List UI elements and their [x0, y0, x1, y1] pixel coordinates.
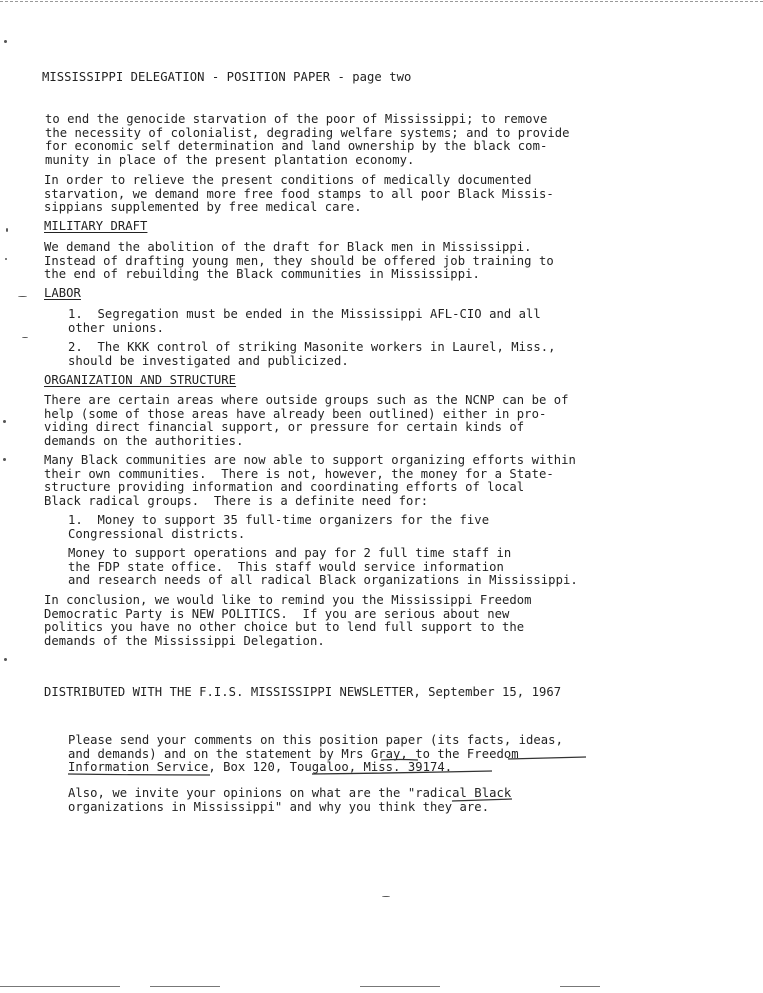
- scan-speck: [3, 420, 6, 423]
- text-line: In order to relieve the present conditions of medically documented: [44, 173, 532, 187]
- organization-heading: ORGANIZATION AND STRUCTURE: [44, 373, 237, 387]
- scan-speck: [3, 458, 6, 461]
- text-line: 1. Segregation must be ended in the Mississippi AFL-CIO and all: [68, 307, 541, 321]
- text-line: and demands) and on the statement by Mrs Gray, to the Freedom: [68, 746, 519, 761]
- text-line: In conclusion, we would like to remind you the Mississippi Freedom: [44, 593, 532, 607]
- text-line: Please send your comments on this position paper (its facts, ideas,: [68, 733, 563, 747]
- underline-tougaloo: [312, 771, 492, 774]
- edge-mark: [560, 986, 600, 987]
- text-line: starvation, we demand more free food stamps to all poor Black Missis-: [44, 186, 554, 201]
- edge-mark: [150, 986, 220, 987]
- bottom-edge-marks: [0, 986, 763, 990]
- text-line: Democratic Party is NEW POLITICS. If you are serious about new: [44, 606, 510, 621]
- text-line: Money to support operations and pay for 2 full time staff in: [68, 546, 512, 560]
- text-line: other unions.: [68, 320, 165, 335]
- text-line: viding direct financial support, or pressure for certain kinds of: [44, 420, 525, 434]
- scan-speck: [382, 896, 390, 897]
- text-line: Black radical groups. There is a definite need for:: [44, 493, 429, 508]
- text-line: Information Service, Box 120, Tougaloo, Miss. 39174.: [68, 760, 453, 774]
- text-line: sippians supplemented by free medical care.: [44, 200, 362, 214]
- edge-mark: [360, 986, 440, 987]
- labor-heading: LABOR: [44, 286, 81, 300]
- text-line: Instead of drafting young men, they should be offered job training to: [44, 253, 554, 268]
- underline-mrs-gray: [381, 760, 418, 761]
- text-line: There are certain areas where outside groups such as the NCNP can be of: [44, 393, 569, 407]
- scan-speck: [4, 658, 7, 661]
- scan-speck: [22, 337, 28, 338]
- text-line: the necessity of colonialist, degrading welfare systems; and to provide: [45, 125, 570, 140]
- text-line: to end the genocide starvation of the poor of Mississippi; to remove: [45, 112, 548, 126]
- underline-freedom: [508, 757, 586, 759]
- edge-mark: [0, 986, 120, 987]
- text-line: demands on the authorities.: [44, 433, 244, 448]
- text-line: 2. The KKK control of striking Masonite workers in Laurel, Miss.,: [68, 340, 556, 354]
- text-line: Congressional districts.: [68, 526, 246, 541]
- underline-information-service: [68, 774, 210, 775]
- text-line: structure providing information and coordinating efforts of local: [44, 480, 525, 494]
- scan-speck: [18, 296, 27, 297]
- text-line: organizations in Mississippi" and why you think they are.: [68, 799, 490, 814]
- text-line: demands of the Mississippi Delegation.: [44, 633, 325, 648]
- distribution-note: DISTRIBUTED WITH THE F.I.S. MISSISSIPPI NEWSLETTER, September 15, 1967: [44, 685, 562, 699]
- text-line: for economic self determination and land ownership by the black com-: [45, 139, 548, 153]
- military-draft-heading: MILITARY DRAFT: [44, 219, 148, 233]
- scan-speck: [4, 40, 7, 43]
- text-line: help (some of those areas have already been outlined) either in pro-: [44, 406, 547, 421]
- text-line: and research needs of all radical Black organizations in Mississippi.: [68, 573, 578, 587]
- text-line: munity in place of the present plantation economy.: [45, 152, 415, 167]
- text-line: their own communities. There is not, however, the money for a State-: [44, 466, 554, 481]
- text-line: should be investigated and publicized.: [68, 353, 349, 368]
- scan-speck: [5, 258, 7, 260]
- text-line: Also, we invite your opinions on what are the "radical Black: [68, 786, 512, 800]
- page-header: MISSISSIPPI DELEGATION - POSITION PAPER - page two: [42, 70, 412, 84]
- text-line: the end of rebuilding the Black communities in Mississippi.: [44, 267, 480, 281]
- text-line: Many Black communities are now able to support organizing efforts within: [44, 453, 576, 467]
- scan-speck: [6, 228, 8, 232]
- text-line: We demand the abolition of the draft for Black men in Mississippi.: [44, 240, 532, 254]
- text-line: politics you have no other choice but to lend full support to the: [44, 620, 525, 634]
- text-line: 1. Money to support 35 full-time organizers for the five: [68, 513, 490, 527]
- text-line: the FDP state office. This staff would service information: [68, 559, 504, 574]
